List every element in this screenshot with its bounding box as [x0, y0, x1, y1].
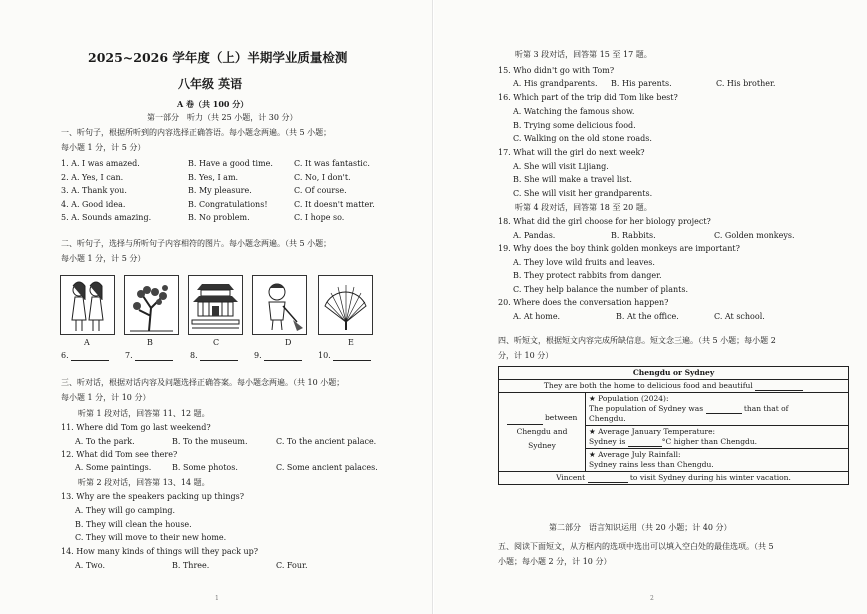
temperature-cell [586, 426, 849, 449]
picture-label-a: A [84, 338, 90, 347]
q12-option-a: A. Some paintings. [75, 463, 152, 472]
q20-stem: 20. Where does the conversation happen? [498, 298, 669, 307]
q4-option-a: 4. A. Good idea. [61, 200, 126, 209]
q11-option-a: A. To the park. [75, 437, 135, 446]
blank-line [264, 360, 302, 361]
q20-option-a: A. At home. [513, 312, 561, 321]
q17-option-c: C. She will visit her grandparents. [513, 189, 653, 198]
sec4-instruction: 四、听短文，根据短文内容完成所缺信息。短文念三遍。（共 5 小题；每小题 2 [498, 336, 776, 345]
sec3-instruction: 三、听对话，根据对话内容及问题选择正确答案。每小题念两遍。（共 10 小题； [61, 378, 345, 387]
answer-blank-10[interactable] [318, 351, 371, 361]
answer-blank-8[interactable] [190, 351, 238, 361]
population-text: The population of Sydney was [589, 404, 704, 413]
q19-stem: 19. Why does the boy think golden monkeys are important? [498, 244, 740, 253]
q2-option-c: C. No, I don't. [294, 173, 351, 182]
q18-option-c: C. Golden monkeys. [714, 231, 795, 240]
q19-option-b: B. They protect rabbits from danger. [513, 271, 662, 280]
q2-option-b: B. Yes, I am. [188, 173, 239, 182]
blank-line[interactable] [628, 446, 662, 447]
population-cell [586, 393, 849, 426]
blank-number: 10. [318, 351, 331, 360]
blank-number: 8. [190, 351, 198, 360]
q16-option-c: C. Walking on the old stone roads. [513, 134, 652, 143]
sec2-instruction-2: 每小题 1 分，计 5 分） [61, 254, 146, 263]
q11-stem: 11. Where did Tom go last weekend? [61, 423, 211, 432]
q19-option-c: C. They help balance the number of plants. [513, 285, 688, 294]
picture-label-e: E [348, 338, 354, 347]
q2-option-a: 2. A. Yes, I can. [61, 173, 124, 182]
rainfall-text: Sydney rains less than Chengdu. [589, 460, 714, 469]
q18-option-b: B. Rabbits. [611, 231, 656, 240]
dialogue-3-note: 听第 3 段对话，回答第 15 至 17 题。 [515, 50, 652, 59]
q5-option-a: 5. A. Sounds amazing. [61, 213, 152, 222]
page-divider [432, 0, 433, 614]
temperature-text-2: °C higher than Chengdu. [661, 437, 758, 446]
q13-option-b: B. They will clean the house. [75, 520, 192, 529]
population-heading: ★ Population (2024): [589, 394, 669, 403]
sec5-instruction-2: 小题；每小题 2 分，计 10 分） [498, 557, 612, 566]
population-text-3: Chengdu. [589, 414, 626, 423]
sec4-instruction-2: 分，计 10 分） [498, 351, 554, 360]
blank-line[interactable] [588, 482, 628, 483]
rainfall-heading: ★ Average July Rainfall: [589, 450, 681, 459]
q17-stem: 17. What will the girl do next week? [498, 148, 645, 157]
q11-option-b: B. To the museum. [172, 437, 248, 446]
q12-stem: 12. What did Tom see there? [61, 450, 178, 459]
picture-label-c: C [213, 338, 220, 347]
comparison-cell [499, 393, 586, 472]
boy-sweeping-icon [252, 275, 307, 335]
q15-option-a: A. His grandparents. [513, 79, 598, 88]
q1-option-b: B. Have a good time. [188, 159, 273, 168]
blank-line [333, 360, 371, 361]
q11-option-c: C. To the ancient palace. [276, 437, 377, 446]
between-text: between [545, 413, 578, 422]
q1-option-a: 1. A. I was amazed. [61, 159, 140, 168]
q5-option-b: B. No problem. [188, 213, 250, 222]
table-title: Chengdu or Sydney [499, 367, 849, 380]
q13-stem: 13. Why are the speakers packing up things? [61, 492, 245, 501]
table-last-row [499, 472, 849, 485]
dialogue-1-note: 听第 1 段对话，回答第 11、12 题。 [78, 409, 210, 418]
q5-option-c: C. I hope so. [294, 213, 345, 222]
q18-stem: 18. What did the girl choose for her biology project? [498, 217, 711, 226]
q4-option-c: C. It doesn't matter. [294, 200, 375, 209]
q12-option-c: C. Some ancient palaces. [276, 463, 378, 472]
q20-option-c: C. At school. [714, 312, 765, 321]
q1-option-c: C. It was fantastic. [294, 159, 370, 168]
picture-label-b: B [147, 338, 153, 347]
dialogue-2-note: 听第 2 段对话，回答第 13、14 题。 [78, 478, 210, 487]
answer-blank-6[interactable] [61, 351, 109, 361]
blank-line [71, 360, 109, 361]
vincent-text: Vincent [556, 473, 586, 482]
page-number: 2 [650, 595, 654, 602]
q15-option-c: C. His brother. [716, 79, 776, 88]
q14-option-b: B. Three. [172, 561, 210, 570]
answer-blank-9[interactable] [254, 351, 302, 361]
sec5-instruction: 五、阅读下面短文，从方框内的选项中选出可以填入空白处的最佳选项。（共 5 [498, 542, 774, 551]
girls-whispering-icon [60, 275, 115, 335]
cities-text-2: Sydney [528, 441, 556, 450]
vincent-text-2: to visit Sydney during his winter vacation. [629, 473, 791, 482]
part2-heading: 第二部分 语言知识运用（共 20 小题；计 40 分） [549, 523, 732, 532]
part1-heading: 第一部分 听力（共 25 小题，计 30 分） [147, 113, 298, 122]
cities-text: Chengdu and [516, 427, 568, 436]
q13-option-c: C. They will move to their new home. [75, 533, 227, 542]
exam-title: 2025~2026 学年度（上）半期学业质量检测 [88, 50, 348, 65]
exam-subtitle: 八年级 英语 [178, 77, 243, 91]
q20-option-b: B. At the office. [616, 312, 679, 321]
temperature-text: Sydney is [589, 437, 626, 446]
q14-stem: 14. How many kinds of things will they pack up? [61, 547, 259, 556]
row1-text: They are both the home to delicious food and beautiful [543, 381, 753, 390]
q15-option-b: B. His parents. [611, 79, 672, 88]
q18-option-a: A. Pandas. [513, 231, 556, 240]
q12-option-b: B. Some photos. [172, 463, 238, 472]
table-row-1 [499, 380, 849, 393]
blank-number: 7. [125, 351, 133, 360]
q3-option-a: 3. A. Thank you. [61, 186, 127, 195]
answer-blank-7[interactable] [125, 351, 173, 361]
sec1-instruction: 一、听句子，根据所听到的内容选择正确答语。每小题念两遍。（共 5 小题； [61, 128, 332, 137]
picture-label-d: D [285, 338, 292, 347]
blank-number: 6. [61, 351, 69, 360]
volume-label: A 卷（共 100 分） [177, 99, 249, 109]
dialogue-4-note: 听第 4 段对话，回答第 18 至 20 题。 [515, 203, 652, 212]
sec3-instruction-2: 每小题 1 分，计 10 分） [61, 393, 151, 402]
folding-fan-icon [318, 275, 373, 335]
blossom-tree-icon [124, 275, 179, 335]
page-number: 1 [215, 595, 219, 602]
blank-line [135, 360, 173, 361]
temperature-heading: ★ Average January Temperature: [589, 427, 716, 436]
q4-option-b: B. Congratulations! [188, 200, 268, 209]
q16-stem: 16. Which part of the trip did Tom like best? [498, 93, 678, 102]
q3-option-b: B. My pleasure. [188, 186, 252, 195]
q16-option-a: A. Watching the famous show. [513, 107, 635, 116]
ancient-palace-icon [188, 275, 243, 335]
q14-option-c: C. Four. [276, 561, 308, 570]
q19-option-a: A. They love wild fruits and leaves. [513, 258, 655, 267]
q17-option-a: A. She will visit Lijiang. [513, 162, 609, 171]
blank-number: 9. [254, 351, 262, 360]
blank-line[interactable] [706, 413, 742, 414]
population-text-2: than that of [743, 404, 789, 413]
info-table [498, 366, 849, 485]
q15-stem: 15. Who didn't go with Tom? [498, 66, 615, 75]
sec2-instruction: 二、听句子，选择与所听句子内容相符的图片。每小题念两遍。（共 5 小题； [61, 239, 332, 248]
q17-option-b: B. She will make a travel list. [513, 175, 632, 184]
blank-line [200, 360, 238, 361]
sec1-instruction-2: 每小题 1 分，计 5 分） [61, 143, 146, 152]
q16-option-b: B. Trying some delicious food. [513, 121, 636, 130]
q14-option-a: A. Two. [75, 561, 105, 570]
blank-line[interactable] [755, 390, 803, 391]
rainfall-cell [586, 449, 849, 472]
q3-option-c: C. Of course. [294, 186, 347, 195]
q13-option-a: A. They will go camping. [75, 506, 176, 515]
